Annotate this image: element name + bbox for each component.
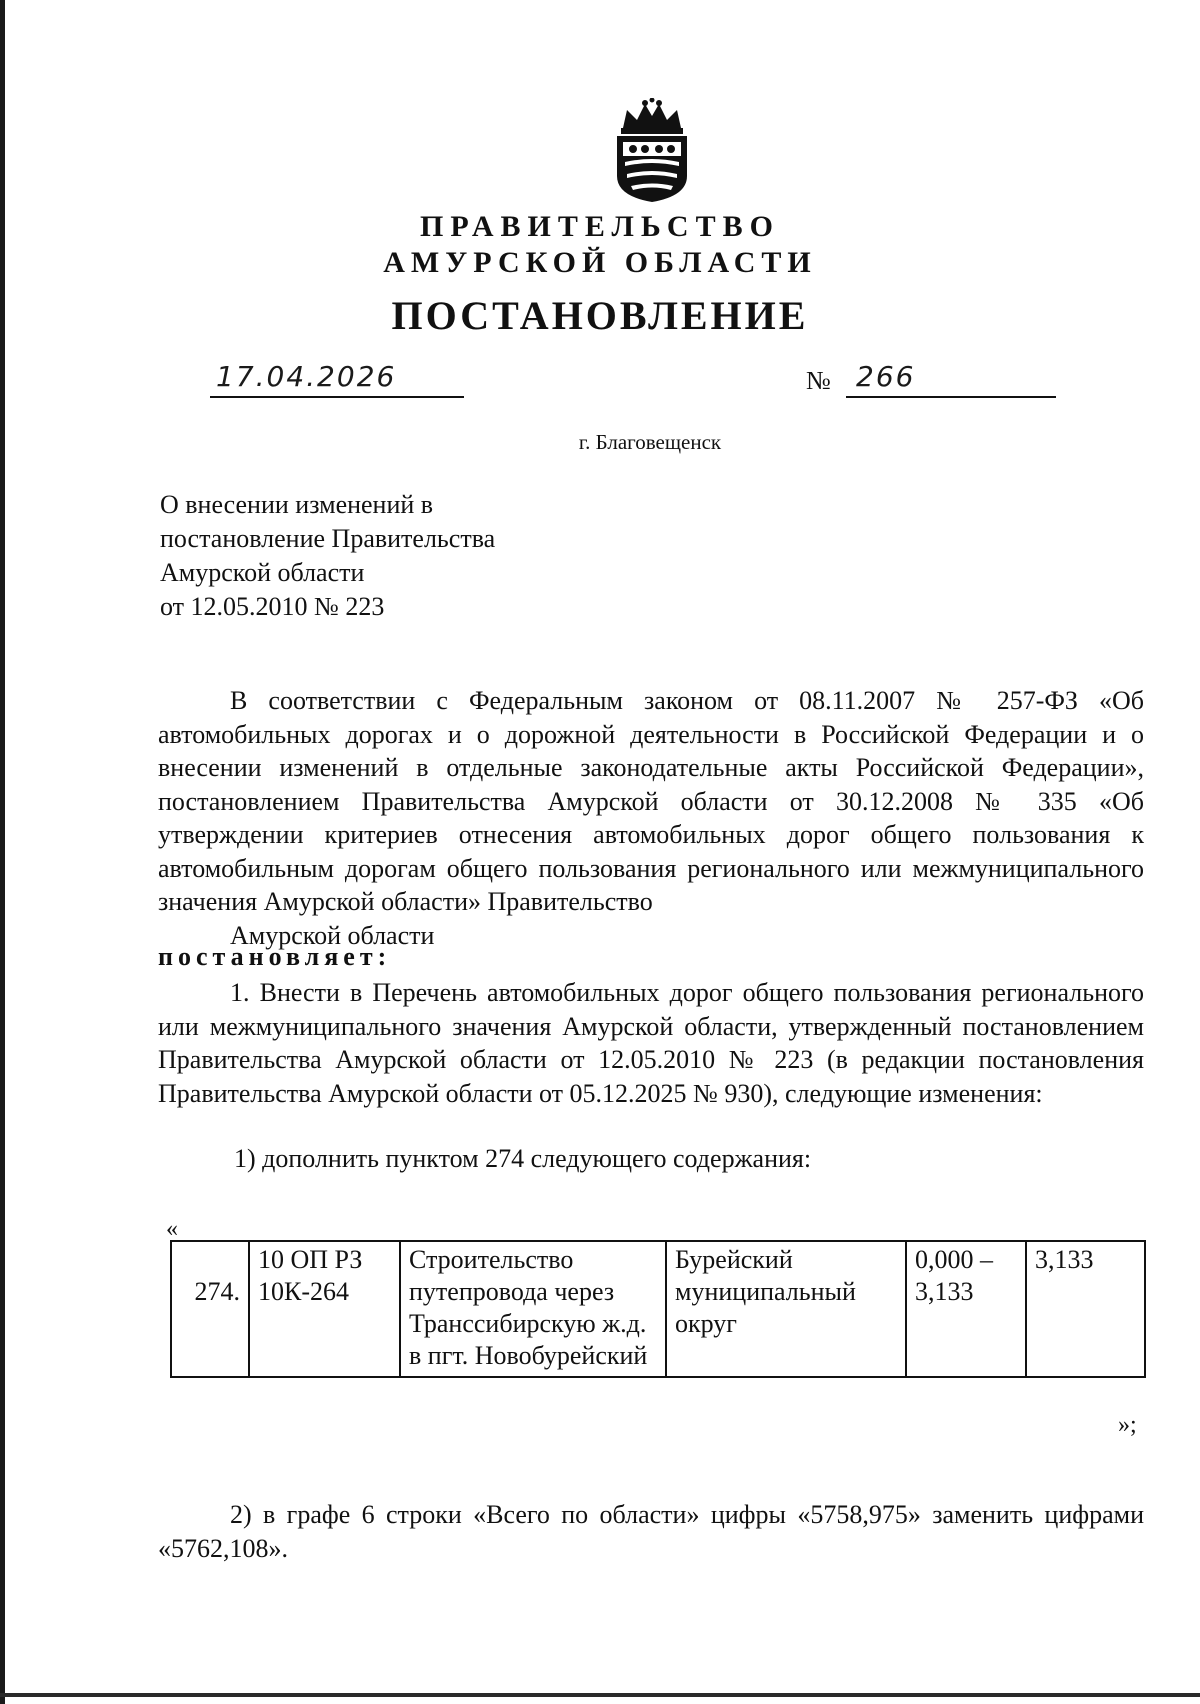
table-row: [171, 1241, 1145, 1377]
preamble-text: В соответствии с Федеральным законом от 08.11.2007 № 257-ФЗ «Об автомобильных дорогах и о дорожной деятельности в Российской Федерации и о внесении изменений в отдельные законодательные акты Российской Федерации», постановлением Правительства Амурской области от 30.12.2008 № 335 «Об утверждении критериев отнесения автомобильных дорог общего пользования к автомобильным дорогам общего пользования регионального или межмуниципального значения Амурской области» Правительство: [158, 686, 1144, 916]
subject-line: Амурской области: [160, 558, 365, 587]
handwritten-number: 266: [856, 360, 916, 393]
quote-close: »;: [1118, 1412, 1137, 1438]
date-field: [210, 360, 464, 398]
municipality-cell: Бурейский муниципальный округ: [666, 1241, 906, 1377]
item-1-subitem-1: 1) дополнить пунктом 274 следующего содержания:: [234, 1144, 812, 1173]
number-sign: №: [806, 366, 831, 395]
subject-line: постановление Правительства: [160, 524, 496, 553]
subject-line: О внесении изменений в: [160, 490, 434, 519]
length-cell: 3,133: [1026, 1241, 1145, 1377]
document-subject: [160, 488, 495, 624]
item-1-subitem-2: 2) в графе 6 строки «Всего по области» цифры «5758,975» заменить цифрами «5762,108».: [158, 1500, 1144, 1563]
coat-of-arms-emblem: [605, 98, 699, 204]
km-range-cell: 0,000 – 3,133: [906, 1241, 1026, 1377]
city-label: г. Благовещенск: [578, 430, 722, 454]
amendment-table: [170, 1240, 1146, 1378]
road-code-cell: 10 ОП РЗ 10К-264: [249, 1241, 400, 1377]
road-name-cell: Строительство путепровода через Транссибирскую ж.д. в пгт. Новобурейский: [400, 1241, 666, 1377]
quote-open: «: [166, 1216, 178, 1242]
number-field: [846, 360, 1056, 398]
item-1-paragraph: 1. Внести в Перечень автомобильных дорог общего пользования регионального или межмуниципального значения Амурской области, утвержденный постановлением Правительства Амурской области от 12.05.2010 № 223 (в редакции постановления Правительства Амурской области от 05.12.2025 № 930), следующие изменения:: [158, 978, 1144, 1108]
subject-line: от 12.05.2010 № 223: [160, 592, 385, 621]
scan-edge-bottom: [0, 1693, 1200, 1697]
preamble-paragraph: [158, 684, 1144, 952]
decree-word: постановляет:: [158, 942, 392, 971]
preamble-tail: Амурской области: [230, 920, 435, 950]
row-number-cell: 274.: [171, 1241, 249, 1377]
government-title: ПРАВИТЕЛЬСТВО: [420, 210, 780, 243]
document-type-title: ПОСТАНОВЛЕНИЕ: [391, 293, 809, 338]
handwritten-date: 17.04.2026: [216, 360, 397, 393]
region-title: АМУРСКОЙ ОБЛАСТИ: [383, 246, 817, 279]
